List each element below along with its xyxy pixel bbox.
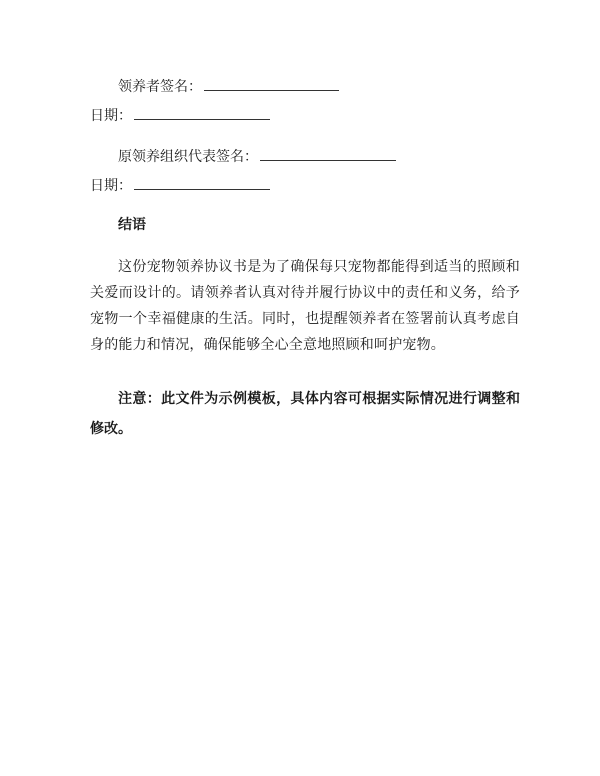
adopter-date-row xyxy=(90,105,520,125)
org-date-row xyxy=(90,175,520,195)
org-date-blank[interactable] xyxy=(134,175,270,190)
template-note: 注意：此文件为示例模板，具体内容可根据实际情况进行调整和修改。 xyxy=(90,391,520,437)
org-signature-row xyxy=(118,146,548,166)
adopter-signature-row xyxy=(118,76,548,96)
conclusion-paragraph: 这份宠物领养协议书是为了确保每只宠物都能得到适当的照顾和关爱而设计的。请领养者认真对待并履行协议中的责任和义务，给予宠物一个幸福健康的生活。同时，也提醒领养者在签署前认真考虑自身的能力和情况，确保能够全心全意地照顾和呵护宠物。 xyxy=(90,259,520,353)
adopter-signature-label: 领养者签名： xyxy=(118,79,202,95)
conclusion-heading: 结语 xyxy=(118,217,146,233)
adopter-date-blank[interactable] xyxy=(134,105,270,120)
adopter-date-label: 日期： xyxy=(90,108,132,124)
org-signature-label: 原领养组织代表签名： xyxy=(118,149,258,165)
org-date-label: 日期： xyxy=(90,178,132,194)
org-signature-blank[interactable] xyxy=(260,146,396,161)
adopter-signature-blank[interactable] xyxy=(204,76,339,91)
